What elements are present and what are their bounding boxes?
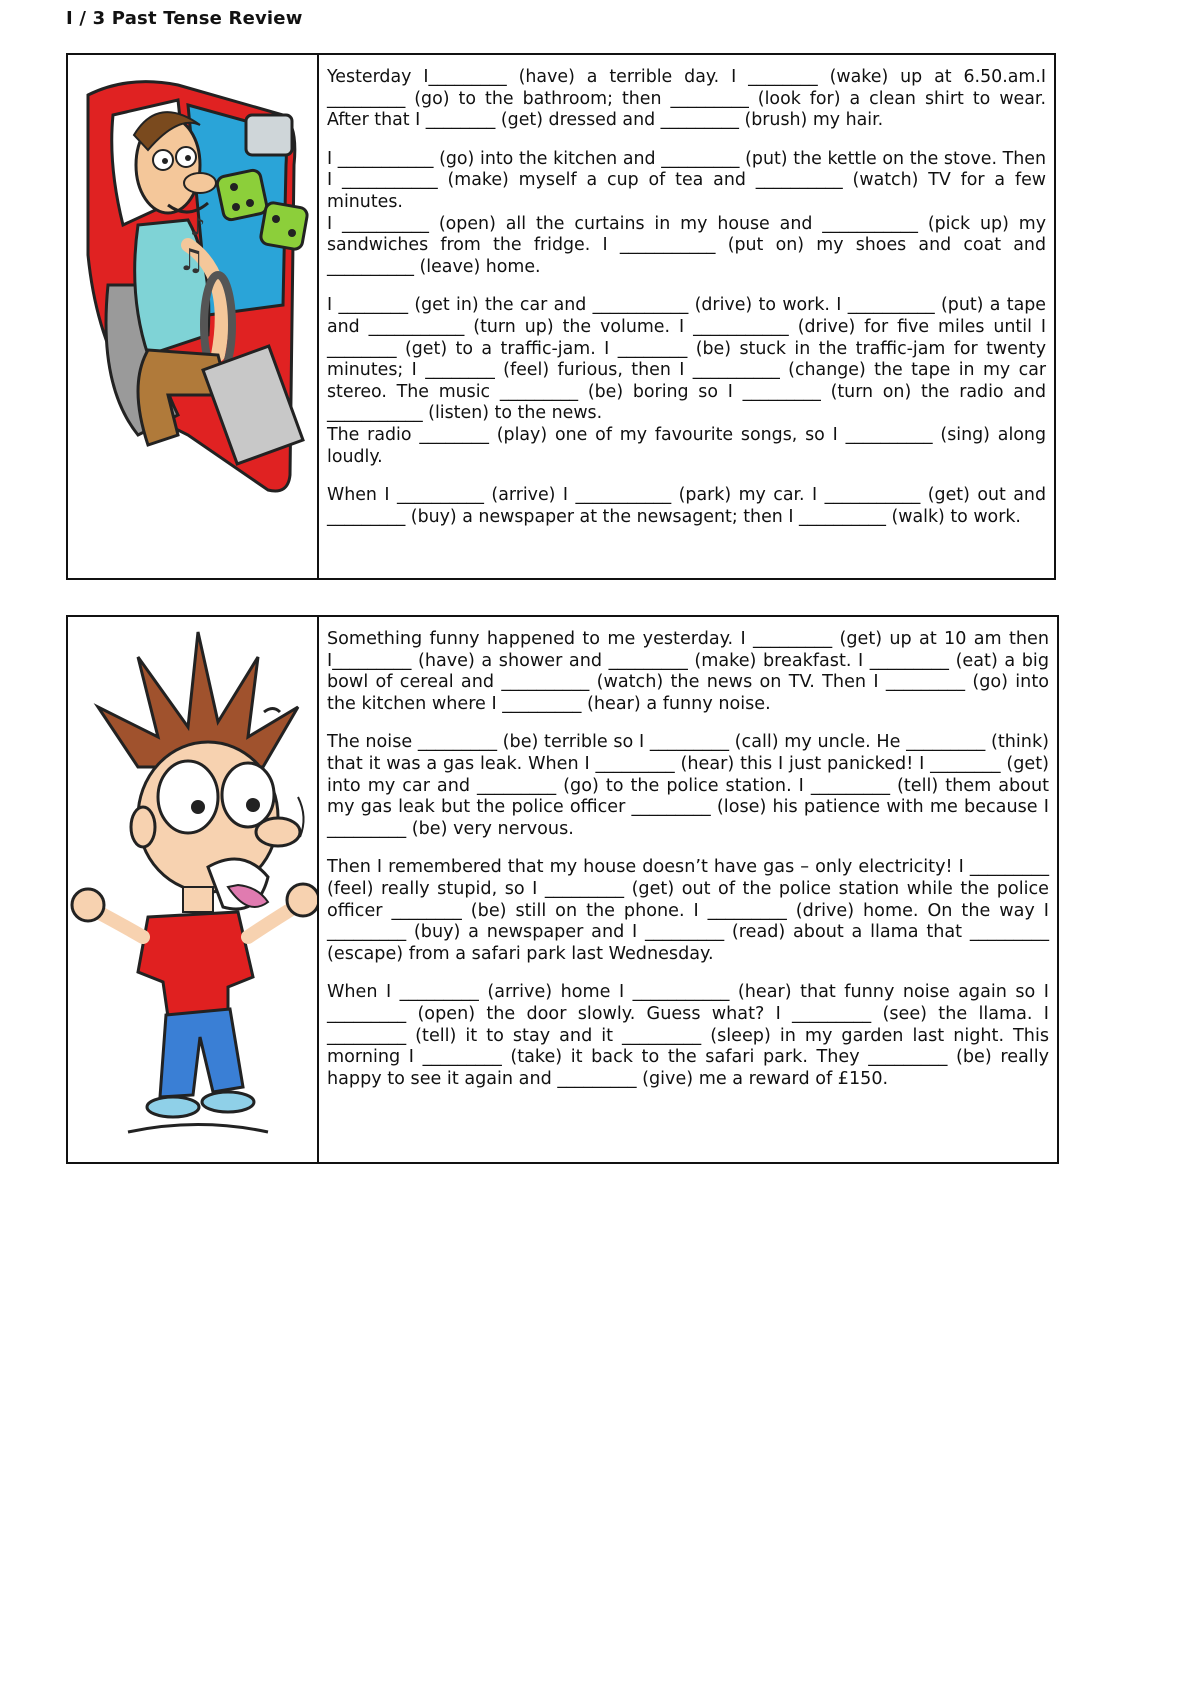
story-2-illustration — [68, 617, 319, 1162]
cartoon-driver-icon — [68, 55, 317, 578]
story-1-paragraph: When I __________ (arrive) I ___________ (park) my car. I ___________ (get) out and _________ (buy) a newspaper at the newsagent; then I __________ (walk) to work. — [327, 485, 1046, 527]
story-1-paragraph: I ________ (get in) the car and ___________ (drive) to work. I __________ (put) a tape and ___________ (turn up) the volume. I ___________ (drive) for five miles until I ________ (get) to a traffic-jam. I ________ (be) stuck in the traffic-jam for twenty minutes; I ________ (feel) furious, then I __________ (change) the tape in my car stereo. The music _________ (be) boring so I _________ (turn on) the radio and ___________ (listen) to the news. The radio ________ (play) one of my favourite songs, so I __________ (sing) along loudly. — [327, 295, 1046, 467]
story-1-text — [319, 55, 1054, 578]
story-1-paragraph: I ___________ (go) into the kitchen and _________ (put) the kettle on the stove. Then I ___________ (make) myself a cup of tea and __________ (watch) TV for a few minutes. I __________ (open) all the curtains in my house and ___________ (pick up) my sandwiches from the fridge. I ___________ (put on) my shoes and coat and __________ (leave) home. — [327, 148, 1046, 277]
svg-text:♫: ♫ — [178, 243, 205, 278]
story-2-paragraph: Something funny happened to me yesterday. I _________ (get) up at 10 am then I_________ (have) a shower and _________ (make) breakfast. I _________ (eat) a big bowl of cereal and __________ (watch) the news on TV. Then I _________ (go) into the kitchen where I _________ (hear) a funny noise. — [327, 629, 1049, 714]
cartoon-boy-icon — [68, 617, 317, 1162]
story-1-illustration — [68, 55, 319, 578]
story-2-paragraph: When I _________ (arrive) home I ___________ (hear) that funny noise again so I _________ (open) the door slowly. Guess what? I _________ (see) the llama. I _________ (tell) it to stay and it _________ (sleep) in my garden last night. This morning I _________ (take) it back to the safari park. They _________ (be) really happy to see it again and _________ (give) me a reward of £150. — [327, 982, 1049, 1089]
story-2-text — [319, 617, 1057, 1162]
story-2-paragraph: The noise _________ (be) terrible so I _________ (call) my uncle. He _________ (think) that it was a gas leak. When I _________ (hear) this I just panicked! I ________ (get) into my car and _________ (go) to the police station. I _________ (tell) them about my gas leak but the police officer _________ (lose) his patience with me because I _________ (be) very nervous. — [327, 732, 1049, 839]
worksheet-title: I / 3 Past Tense Review — [66, 8, 303, 29]
svg-text:♪: ♪ — [190, 213, 206, 241]
story-2-paragraph: Then I remembered that my house doesn’t have gas – only electricity! I _________ (feel) really stupid, so I _________ (get) out of the police station while the police officer ________ (be) still on the phone. I _________ (drive) home. On the way I _________ (buy) a newspaper and I _________ (read) about a llama that _________ (escape) from a safari park last Wednesday. — [327, 857, 1049, 964]
story-2-box — [66, 615, 1059, 1164]
story-1-paragraph: Yesterday I_________ (have) a terrible day. I ________ (wake) up at 6.50.am.I _________ (go) to the bathroom; then _________ (look for) a clean shirt to wear. After that I ________ (get) dressed and _________ (brush) my hair. — [327, 67, 1046, 131]
story-1-box — [66, 53, 1056, 580]
